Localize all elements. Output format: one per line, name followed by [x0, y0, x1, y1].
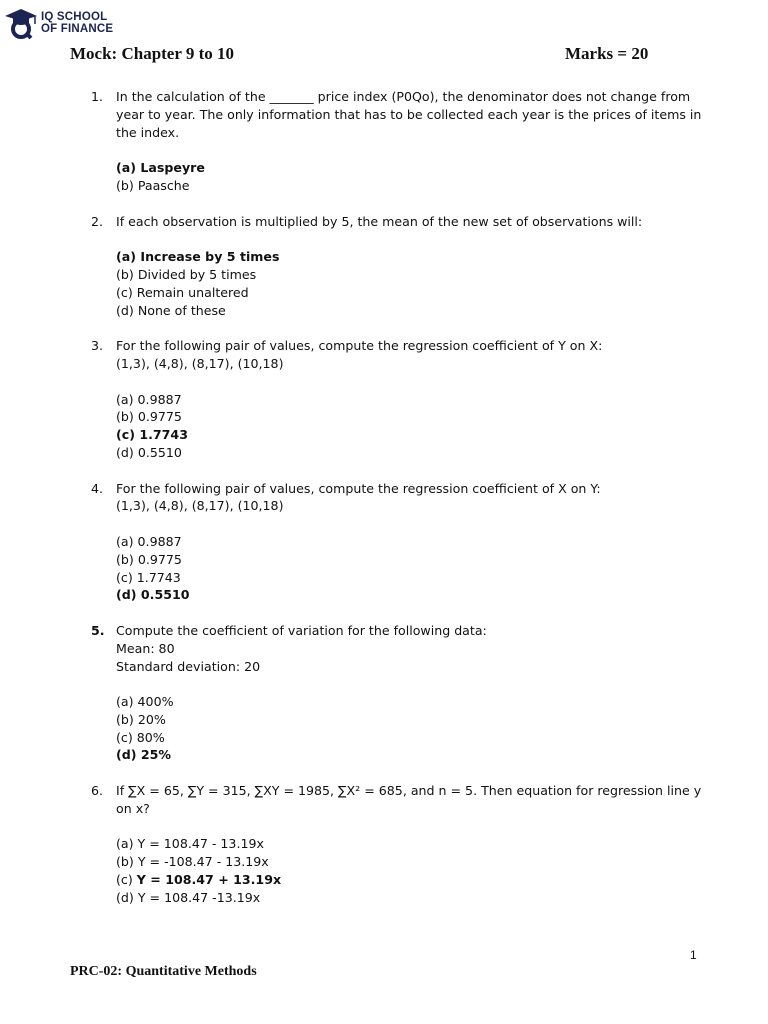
option-text: (c) 80% — [116, 729, 165, 745]
question-text: (1,3), (4,8), (8,17), (10,18) — [116, 498, 284, 514]
question-text: If each observation is multiplied by 5, the mean of the new set of observations will: — [116, 213, 643, 229]
question-number: 3. — [91, 338, 104, 354]
question-number: 4. — [91, 480, 104, 496]
question-item — [91, 480, 706, 605]
option-text: (b) 0.9775 — [116, 551, 182, 567]
answer-option — [116, 266, 706, 284]
answer-option — [116, 284, 706, 302]
question-item — [91, 782, 706, 907]
question-item — [91, 88, 706, 195]
page-number: 1 — [690, 948, 697, 962]
answer-option — [116, 835, 706, 853]
option-list — [116, 835, 706, 906]
option-text: (a) 400% — [116, 694, 174, 710]
question-text: For the following pair of values, compute the regression coefficient of X on Y: — [116, 480, 601, 496]
option-list — [116, 391, 706, 462]
question-list — [91, 88, 706, 924]
answer-option — [116, 391, 706, 409]
option-text: (c) 1.7743 — [116, 427, 188, 443]
answer-option — [116, 159, 706, 177]
answer-option — [116, 711, 706, 729]
marks-label: Marks = 20 — [565, 44, 649, 63]
question-text: (1,3), (4,8), (8,17), (10,18) — [116, 355, 284, 371]
logo-wordmark — [41, 11, 113, 35]
option-text: (d) 0.5510 — [116, 444, 182, 460]
option-text: (c) — [116, 872, 137, 888]
answer-option — [116, 248, 706, 266]
option-text: (a) Increase by 5 times — [116, 249, 280, 265]
option-text: (c) Remain unaltered — [116, 284, 249, 300]
option-text: (b) Paasche — [116, 177, 190, 193]
answer-option — [116, 177, 706, 195]
option-list — [116, 248, 706, 319]
logo-line-1: IQ SCHOOL — [41, 11, 108, 23]
question-number: 1. — [91, 89, 104, 104]
answer-option — [116, 586, 706, 604]
option-text: (a) 0.9887 — [116, 533, 182, 549]
question-number: 5. — [91, 622, 105, 638]
graduation-cap-logo-icon — [3, 7, 39, 39]
option-text: (a) 0.9887 — [116, 391, 182, 407]
option-text: (b) Divided by 5 times — [116, 266, 257, 282]
footer-course-title: PRC-02: Quantitative Methods — [70, 964, 257, 979]
option-text: (b) Y = -108.47 - 13.19x — [116, 854, 269, 870]
question-number: 2. — [91, 213, 104, 229]
question-number: 6. — [91, 783, 104, 799]
option-text: (c) 1.7743 — [116, 569, 181, 585]
question-text: If ∑X = 65, ∑Y = 315, ∑XY = 1985, ∑X² = 685, and n = 5. Then equation for regression line y on x? — [116, 783, 702, 816]
answer-option — [116, 889, 706, 907]
option-text: (b) 0.9775 — [116, 409, 182, 425]
option-list — [116, 159, 706, 195]
question-item — [91, 337, 706, 462]
answer-option — [116, 551, 706, 569]
question-text: Compute the coefficient of variation for the following data: — [116, 622, 487, 638]
answer-option — [116, 444, 706, 462]
option-text: (b) 20% — [116, 711, 166, 727]
option-text: (d) None of these — [116, 302, 226, 318]
answer-option — [116, 693, 706, 711]
question-text: Mean: 80 — [116, 640, 175, 656]
option-text: (d) 25% — [116, 747, 172, 763]
answer-option — [116, 302, 706, 320]
answer-option — [116, 729, 706, 747]
option-bold-text: Y = 108.47 + 13.19x — [136, 872, 282, 888]
answer-option — [116, 871, 706, 889]
answer-option — [116, 533, 706, 551]
answer-option — [116, 408, 706, 426]
answer-option — [116, 746, 706, 764]
answer-option — [116, 426, 706, 444]
option-text: (a) Laspeyre — [116, 160, 205, 176]
option-list — [116, 693, 706, 764]
question-text: For the following pair of values, compute the regression coefficient of Y on X: — [116, 338, 603, 354]
logo-line-2: OF FINANCE — [41, 23, 114, 35]
option-text: (a) Y = 108.47 - 13.19x — [116, 836, 264, 852]
option-list — [116, 533, 706, 604]
page-title: Mock: Chapter 9 to 10 — [70, 44, 234, 63]
school-logo — [3, 7, 123, 39]
question-text: Standard deviation: 20 — [116, 658, 261, 674]
option-text: (d) Y = 108.47 -13.19x — [116, 889, 261, 905]
question-text: In the calculation of the _______ price index (P0Qo), the denominator does not change from year to year. The only information that has to be collected each year is the prices of items in the index. — [116, 89, 702, 140]
answer-option — [116, 569, 706, 587]
answer-option — [116, 853, 706, 871]
question-item — [91, 213, 706, 320]
question-item — [91, 622, 706, 764]
option-text: (d) 0.5510 — [116, 587, 190, 603]
